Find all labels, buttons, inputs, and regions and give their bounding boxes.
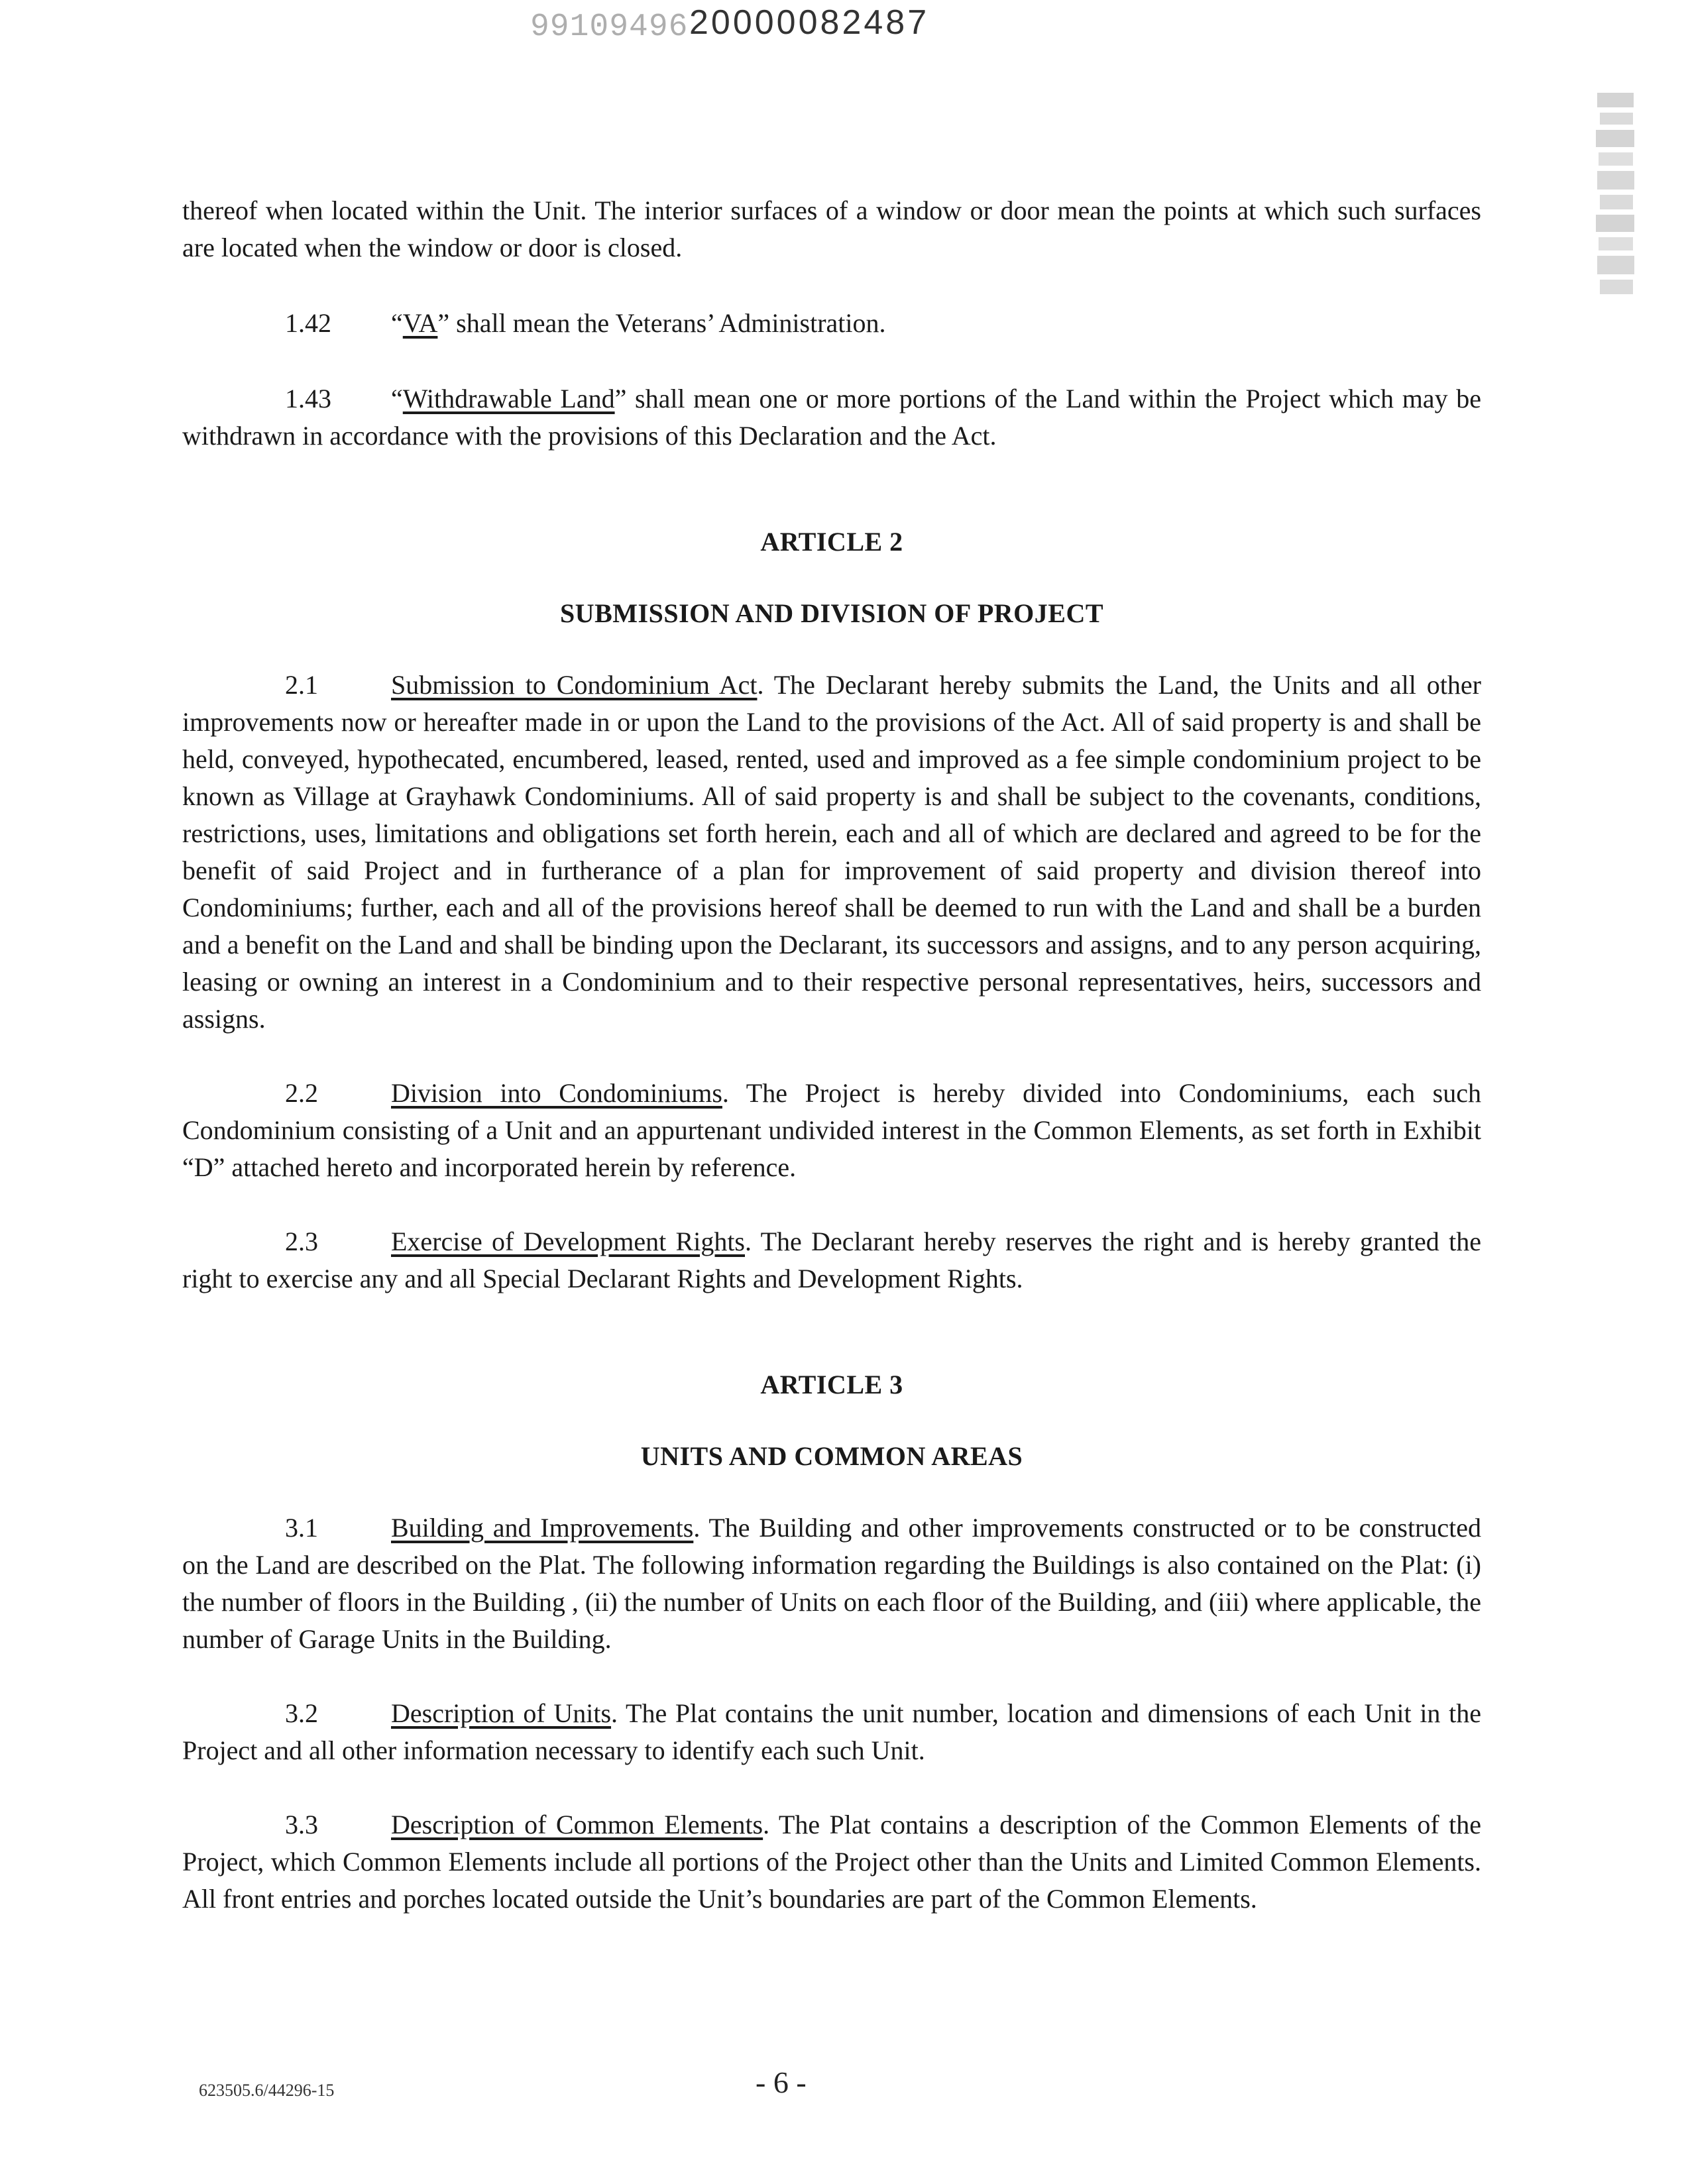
- article-3-label: ARTICLE 3: [760, 1370, 903, 1399]
- definition-1-43: 1.43 “Withdrawable Land” shall mean one or more portions of the Land within the Project which may be withdrawn in accordance with the provisions of this Declaration and the Act.: [182, 380, 1481, 455]
- article-2-label: ARTICLE 2: [760, 527, 903, 557]
- section-number: 2.1: [285, 670, 318, 700]
- defined-term: VA: [402, 308, 438, 338]
- section-3-2: [182, 1695, 1481, 1769]
- document-number: 20000082487: [689, 3, 930, 42]
- section-body: . The Plat contains the unit number, location and dimensions of each Unit in the Project and all other information necessary to identify each such Unit.: [182, 1698, 1481, 1765]
- defined-term: Withdrawable Land: [402, 384, 615, 413]
- document-page: [182, 192, 1481, 1918]
- section-body: . The Plat contains a description of the Common Elements of the Project, which Common Elements include all portions of the Project other than the Units and Limited Common Elements. All front entries and porches located outside the Unit’s boundaries are part of the Common Elements.: [182, 1810, 1482, 1914]
- section-heading: Division into Condominiums: [391, 1078, 722, 1108]
- section-heading: Exercise of Development Rights: [391, 1227, 745, 1256]
- section-number: 2.2: [285, 1078, 318, 1108]
- section-heading: Description of Common Elements: [391, 1810, 763, 1839]
- section-body: . The Declarant hereby submits the Land, the Units and all other improvements now or hereafter made in or upon the Land to the provisions of the Act. All of said property is and shall be held, conveyed, hypothecated, encumbered, leased, rented, used and improved as a fee simple condominium project to be known as Village at Grayhawk Condominiums. All of said property is and shall be subject to the covenants, conditions, restrictions, uses, limitations and obligations set forth herein, each and all of which are declared and agreed to be for the benefit of said Project and in furtherance of a plan for improvement of said property and division thereof into Condominiums; further, each and all of the provisions hereof shall be deemed to run with the Land and shall be a burden and a benefit on the Land and shall be binding upon the Declarant, its successors and assigns, and to any person acquiring, leasing or owning an interest in a Condominium and to their respective personal representatives, heirs, successors and assigns.: [182, 670, 1481, 1034]
- section-number: 3.3: [285, 1810, 318, 1839]
- recording-stamp-icon: [1591, 93, 1644, 311]
- section-3-1: [182, 1509, 1481, 1658]
- footer-document-id: 623505.6/44296-15: [199, 2081, 335, 2100]
- section-2-3: [182, 1223, 1481, 1297]
- section-heading: Building and Improvements: [391, 1513, 694, 1543]
- section-number: 2.3: [285, 1227, 318, 1256]
- article-2-title: SUBMISSION AND DIVISION OF PROJECT: [559, 598, 1104, 628]
- footer-page-number: - 6 -: [756, 2065, 807, 2099]
- section-body: . The Project is hereby divided into Condominiums, each such Condominium consisting of a Unit and an appurtenant undivided interest in the Common Elements, as set forth in Exhibit “D” attached hereto and incorporated herein by reference.: [182, 1078, 1481, 1182]
- continuation-paragraph: thereof when located within the Unit. The interior surfaces of a window or door mean the points at which such surfaces are located when the window or door is closed.: [182, 195, 1481, 262]
- section-number: 1.42: [285, 308, 331, 338]
- section-2-2: [182, 1075, 1481, 1186]
- faded-stamp-number: 99109496: [530, 9, 689, 45]
- section-2-1: [182, 667, 1481, 1038]
- section-heading: Submission to Condominium Act: [391, 670, 758, 700]
- section-body: . The Building and other improvements constructed or to be constructed on the Land are described on the Plat. The following information regarding the Buildings is also contained on the Plat: (i) the number of floors in the Building , (ii) the number of Units on each floor of the Building, and (iii) where applicable, the number of Garage Units in the Building.: [182, 1513, 1481, 1654]
- section-number: 3.2: [285, 1698, 318, 1728]
- definition-1-42: 1.42 “VA” shall mean the Veterans’ Administration.: [182, 305, 1481, 342]
- section-number: 1.43: [285, 384, 331, 413]
- section-heading: Description of Units: [391, 1698, 612, 1728]
- article-3-title: UNITS AND COMMON AREAS: [640, 1441, 1023, 1471]
- section-body: . The Declarant hereby reserves the right and is hereby granted the right to exercise any and all Special Declarant Rights and Development Rights.: [182, 1227, 1481, 1293]
- section-number: 3.1: [285, 1513, 318, 1543]
- section-3-3: [182, 1806, 1481, 1918]
